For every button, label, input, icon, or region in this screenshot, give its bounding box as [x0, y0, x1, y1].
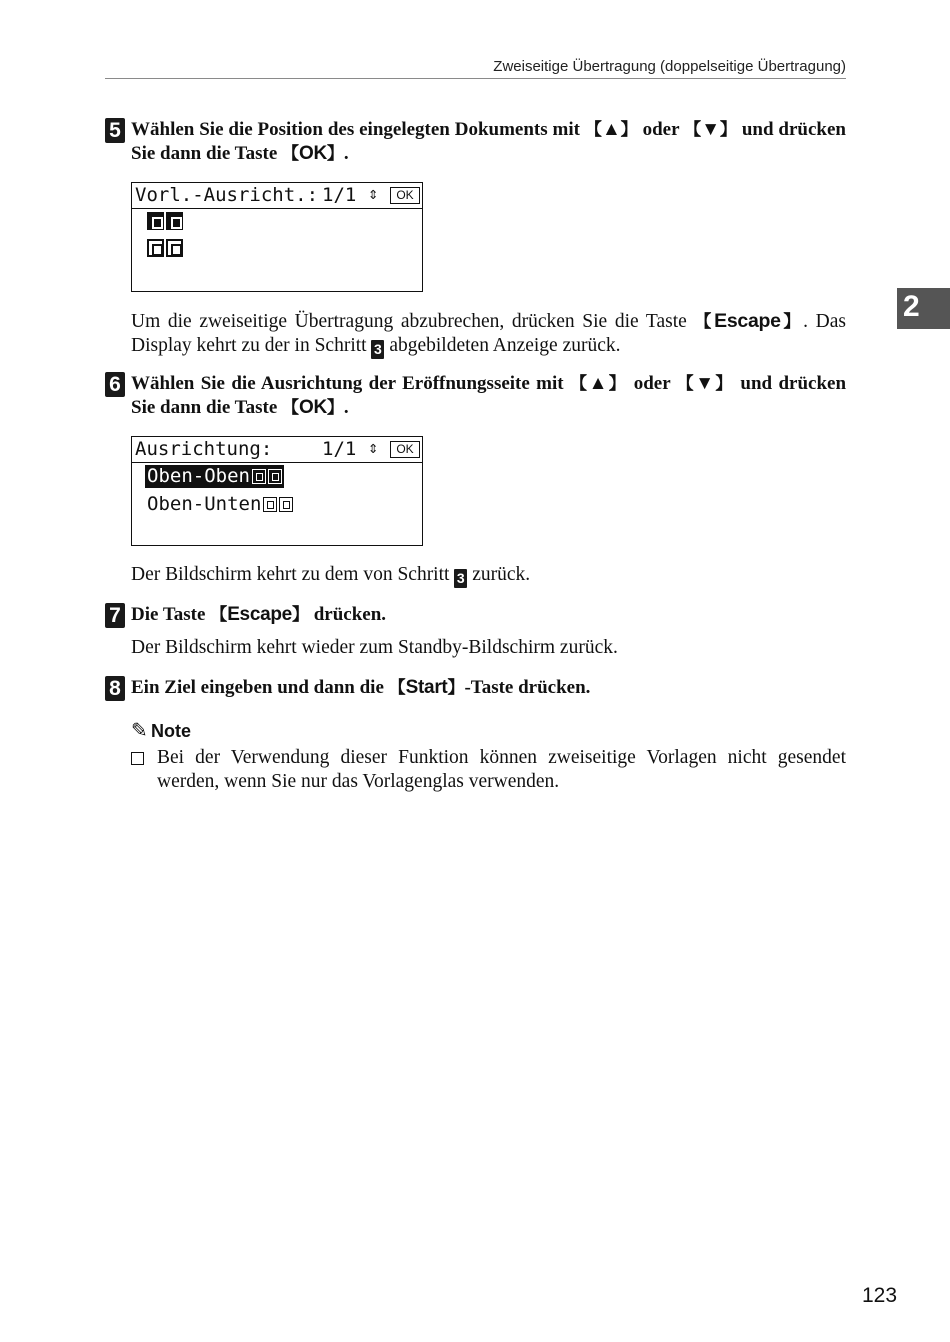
- lcd-ok-button[interactable]: OK: [390, 441, 420, 458]
- lcd-title: Vorl.-Ausricht.:: [135, 184, 319, 206]
- instruction-text: Die Taste: [131, 604, 211, 625]
- note-item: [131, 746, 846, 794]
- step-6: [105, 372, 846, 420]
- down-key: ▼: [701, 119, 720, 140]
- lcd-page-indicator: 1/1: [322, 184, 357, 206]
- step-6-note: [131, 563, 846, 588]
- chapter-number: 2: [903, 290, 920, 323]
- instruction-text: .: [343, 143, 349, 164]
- pencil-icon: ✎: [131, 718, 148, 742]
- start-key: Start: [405, 677, 448, 698]
- lcd-display-orientation: [131, 182, 423, 292]
- step-reference: 3: [371, 340, 384, 359]
- document-upright-icon: [166, 212, 183, 230]
- header-title: Zweiseitige Übertragung (doppelseitige Übertragung): [493, 58, 846, 75]
- document-rotated-icon: [147, 239, 164, 257]
- step-5: [105, 118, 846, 166]
- note-text: Bei der Verwendung dieser Funktion können zweiseitige Vorlagen nicht gesendet werden, wenn Sie nur das Vorlagenglas verwenden.: [157, 747, 846, 792]
- lcd-option-oben-unten[interactable]: [145, 493, 295, 516]
- body-text: . Das Display kehrt zu der in Schritt: [131, 311, 846, 356]
- document-icon: [263, 497, 277, 512]
- body-text: abgebildeten Anzeige zurück.: [384, 335, 621, 356]
- instruction-text: drücken.: [308, 604, 387, 625]
- lcd-page-indicator: 1/1: [322, 438, 357, 460]
- lcd-title-bar: [132, 183, 422, 209]
- step-instruction: Die Taste 【Escape】 drücken.: [131, 604, 387, 625]
- step-number: 5: [105, 118, 125, 143]
- instruction-text: Wählen Sie die Position des eingelegten Dokuments mit: [131, 119, 585, 140]
- option-label: Oben-Unten: [147, 493, 262, 515]
- lcd-title-bar: [132, 437, 422, 463]
- option-label: Oben-Oben: [147, 465, 250, 487]
- instruction-text: -Taste drücken.: [464, 677, 591, 698]
- step-instruction: Ein Ziel eingeben und dann die 【Start】-Taste drücken.: [131, 677, 591, 698]
- page-number: 123: [862, 1284, 898, 1307]
- instruction-text: Wählen Sie die Ausrichtung der Eröffnungsseite mit: [131, 373, 570, 394]
- body-text: zurück.: [467, 564, 531, 585]
- up-key: ▲: [601, 119, 621, 140]
- step-7: [105, 603, 846, 627]
- note-heading: [131, 718, 191, 742]
- lcd-ok-button[interactable]: OK: [390, 187, 420, 204]
- document-icon: [252, 469, 266, 484]
- step-reference: 3: [454, 569, 467, 588]
- ok-key: OK: [299, 143, 327, 164]
- lcd-option-oben-oben[interactable]: [145, 465, 284, 488]
- ok-key: OK: [299, 397, 327, 418]
- step-7-note: Der Bildschirm kehrt wieder zum Standby-Bildschirm zurück.: [131, 637, 618, 658]
- document-flipped-icon: [279, 497, 293, 512]
- chapter-tab: [897, 288, 950, 329]
- lcd-option[interactable]: [145, 239, 187, 262]
- lcd-title: Ausrichtung:: [135, 438, 273, 460]
- running-header: [105, 56, 846, 79]
- body-text: Der Bildschirm kehrt zu dem von Schritt: [131, 564, 455, 585]
- document-upright-icon: [147, 212, 164, 230]
- down-key: ▼: [695, 373, 716, 394]
- step-instruction: Wählen Sie die Position des eingelegten Dokuments mit 【▲】 oder 【▼】 und drücken Sie dann die Taste 【OK】.: [131, 119, 846, 164]
- up-down-arrow-icon: ⇕: [368, 438, 379, 458]
- document-icon: [268, 469, 282, 484]
- escape-key: Escape: [227, 604, 292, 625]
- step-8: [105, 676, 846, 700]
- lcd-display-page-orientation: [131, 436, 423, 546]
- step-number: 7: [105, 603, 125, 628]
- instruction-text: Ein Ziel eingeben und dann die: [131, 677, 389, 698]
- document-rotated-icon: [166, 239, 183, 257]
- escape-key: Escape: [714, 310, 781, 332]
- body-text: Um die zweiseitige Übertragung abzubrechen, drücken Sie die Taste: [131, 311, 695, 332]
- instruction-text: oder: [637, 119, 685, 140]
- instruction-text: und drücken Sie dann die Taste: [131, 373, 847, 418]
- up-down-arrow-icon: ⇕: [368, 184, 379, 204]
- step-instruction: Wählen Sie die Ausrichtung der Eröffnungsseite mit 【▲】 oder 【▼】 und drücken Sie dann die Taste 【OK】.: [131, 373, 847, 418]
- up-key: ▲: [588, 373, 609, 394]
- step-5-note: Um die zweiseitige Übertragung abzubrechen, drücken Sie die Taste 【Escape】. Das Display kehrt zu der in Schritt 3 abgebildeten Anzeige zurück.: [131, 310, 846, 357]
- step-number: 8: [105, 676, 125, 701]
- step-number: 6: [105, 372, 125, 397]
- checkbox-icon: [131, 752, 144, 765]
- instruction-text: oder: [627, 373, 677, 394]
- lcd-option-selected[interactable]: [145, 212, 187, 235]
- instruction-text: und drücken Sie dann die Taste: [131, 119, 846, 164]
- note-title: Note: [151, 721, 191, 741]
- instruction-text: .: [343, 397, 349, 418]
